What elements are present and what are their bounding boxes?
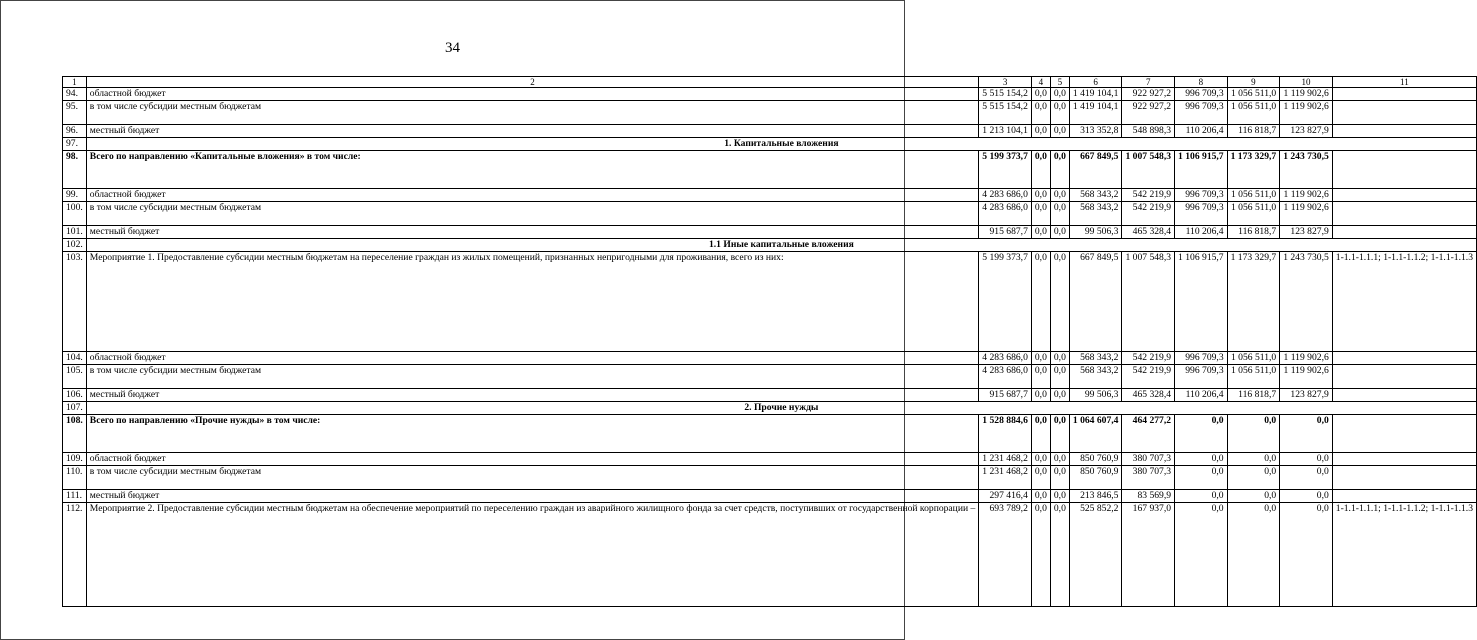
description: в том числе субсидии местным бюджетам [86,365,979,389]
col-4: 0,0 [1031,415,1050,453]
row-number: 107. [63,402,87,415]
row-number: 96. [63,125,87,138]
col-7: 1 007 548,3 [1122,151,1175,189]
col-7: 167 937,0 [1122,503,1175,607]
col-7: 83 569,9 [1122,490,1175,503]
total: 693 789,2 [979,503,1032,607]
col-10: 123 827,9 [1280,226,1333,239]
col-8: 996 709,3 [1175,202,1228,226]
table-row [63,453,1477,466]
col-10: 1 119 902,6 [1280,365,1333,389]
col-10: 1 119 902,6 [1280,101,1333,125]
total: 1 213 104,1 [979,125,1032,138]
indicator-ref [1332,389,1476,402]
header-cell: 2 [86,77,979,88]
col-6: 525 852,2 [1069,503,1122,607]
col-7: 542 219,9 [1122,202,1175,226]
section-title: 2. Прочие нужды [86,402,1476,415]
col-9: 0,0 [1227,453,1280,466]
total: 1 231 468,2 [979,466,1032,490]
col-5: 0,0 [1050,88,1069,101]
col-9: 0,0 [1227,503,1280,607]
table-row [63,226,1477,239]
indicator-ref [1332,151,1476,189]
row-number: 98. [63,151,87,189]
header-cell: 10 [1280,77,1333,88]
col-5: 0,0 [1050,189,1069,202]
col-7: 380 707,3 [1122,466,1175,490]
col-8: 996 709,3 [1175,189,1228,202]
col-7: 465 328,4 [1122,389,1175,402]
col-7: 542 219,9 [1122,189,1175,202]
col-4: 0,0 [1031,503,1050,607]
row-number: 105. [63,365,87,389]
col-8: 0,0 [1175,503,1228,607]
col-4: 0,0 [1031,88,1050,101]
col-9: 116 818,7 [1227,226,1280,239]
total: 5 515 154,2 [979,88,1032,101]
col-10: 0,0 [1280,415,1333,453]
col-5: 0,0 [1050,352,1069,365]
col-4: 0,0 [1031,151,1050,189]
col-10: 0,0 [1280,490,1333,503]
col-7: 464 277,2 [1122,415,1175,453]
col-9: 1 173 329,7 [1227,252,1280,352]
col-5: 0,0 [1050,226,1069,239]
description: в том числе субсидии местным бюджетам [86,202,979,226]
row-number: 112. [63,503,87,607]
row-number: 102. [63,239,87,252]
col-5: 0,0 [1050,101,1069,125]
col-7: 380 707,3 [1122,453,1175,466]
indicator-ref [1332,415,1476,453]
col-4: 0,0 [1031,252,1050,352]
row-number: 111. [63,490,87,503]
col-4: 0,0 [1031,453,1050,466]
col-10: 123 827,9 [1280,125,1333,138]
col-4: 0,0 [1031,202,1050,226]
description: областной бюджет [86,453,979,466]
col-4: 0,0 [1031,365,1050,389]
total: 4 283 686,0 [979,202,1032,226]
table-row [63,415,1477,453]
indicator-ref [1332,125,1476,138]
col-6: 1 419 104,1 [1069,101,1122,125]
description: Всего по направлению «Прочие нужды» в том числе: [86,415,979,453]
col-7: 542 219,9 [1122,352,1175,365]
row-number: 108. [63,415,87,453]
col-7: 922 927,2 [1122,101,1175,125]
total: 1 231 468,2 [979,453,1032,466]
row-number: 99. [63,189,87,202]
row-number: 94. [63,88,87,101]
col-8: 996 709,3 [1175,88,1228,101]
table-row [63,503,1477,607]
col-6: 213 846,5 [1069,490,1122,503]
col-8: 996 709,3 [1175,101,1228,125]
description: в том числе субсидии местным бюджетам [86,466,979,490]
col-4: 0,0 [1031,189,1050,202]
col-9: 1 056 511,0 [1227,101,1280,125]
table-row [63,365,1477,389]
col-10: 123 827,9 [1280,389,1333,402]
indicator-ref [1332,101,1476,125]
col-6: 850 760,9 [1069,466,1122,490]
col-9: 0,0 [1227,490,1280,503]
col-6: 1 064 607,4 [1069,415,1122,453]
table-row [63,490,1477,503]
indicator-ref [1332,453,1476,466]
col-8: 996 709,3 [1175,365,1228,389]
header-cell: 6 [1069,77,1122,88]
col-6: 568 343,2 [1069,202,1122,226]
description: местный бюджет [86,490,979,503]
page-number: 34 [445,40,460,56]
col-5: 0,0 [1050,415,1069,453]
row-number: 106. [63,389,87,402]
col-10: 1 119 902,6 [1280,189,1333,202]
col-10: 0,0 [1280,453,1333,466]
description: областной бюджет [86,88,979,101]
header-cell: 8 [1175,77,1228,88]
table-row [63,202,1477,226]
col-9: 116 818,7 [1227,125,1280,138]
indicator-ref [1332,189,1476,202]
row-number: 95. [63,101,87,125]
indicator-ref [1332,352,1476,365]
row-number: 110. [63,466,87,490]
section-title: 1. Капитальные вложения [86,138,1476,151]
col-10: 1 243 730,5 [1280,151,1333,189]
col-9: 1 056 511,0 [1227,352,1280,365]
col-9: 1 056 511,0 [1227,202,1280,226]
col-4: 0,0 [1031,226,1050,239]
budget-table [62,76,1477,607]
col-8: 996 709,3 [1175,352,1228,365]
table-row [63,189,1477,202]
indicator-ref [1332,490,1476,503]
col-4: 0,0 [1031,125,1050,138]
description: местный бюджет [86,389,979,402]
col-6: 568 343,2 [1069,352,1122,365]
table-row [63,101,1477,125]
col-8: 110 206,4 [1175,226,1228,239]
description: местный бюджет [86,125,979,138]
col-10: 1 119 902,6 [1280,88,1333,101]
col-5: 0,0 [1050,202,1069,226]
col-9: 0,0 [1227,415,1280,453]
col-4: 0,0 [1031,490,1050,503]
col-7: 922 927,2 [1122,88,1175,101]
col-7: 542 219,9 [1122,365,1175,389]
indicator-ref: 1-1.1-1.1.1; 1-1.1-1.1.2; 1-1.1-1.1.3 [1332,252,1476,352]
total: 4 283 686,0 [979,352,1032,365]
col-10: 0,0 [1280,466,1333,490]
col-7: 1 007 548,3 [1122,252,1175,352]
col-5: 0,0 [1050,252,1069,352]
section-row [63,138,1477,151]
description: Мероприятие 1. Предоставление субсидии местным бюджетам на переселение граждан из жилых помещений, признанных непригодными для проживания, всего из них: [86,252,979,352]
col-10: 1 243 730,5 [1280,252,1333,352]
table-row [63,88,1477,101]
table-row [63,389,1477,402]
header-cell: 9 [1227,77,1280,88]
col-8: 110 206,4 [1175,389,1228,402]
description: Всего по направлению «Капитальные вложения» в том числе: [86,151,979,189]
col-5: 0,0 [1050,466,1069,490]
total: 297 416,4 [979,490,1032,503]
total: 4 283 686,0 [979,189,1032,202]
table-row [63,466,1477,490]
row-number: 100. [63,202,87,226]
col-8: 0,0 [1175,490,1228,503]
col-4: 0,0 [1031,389,1050,402]
col-4: 0,0 [1031,352,1050,365]
row-number: 101. [63,226,87,239]
section-row [63,402,1477,415]
total: 5 199 373,7 [979,151,1032,189]
col-6: 313 352,8 [1069,125,1122,138]
indicator-ref [1332,202,1476,226]
description: областной бюджет [86,352,979,365]
col-5: 0,0 [1050,503,1069,607]
col-10: 0,0 [1280,503,1333,607]
table-header-row [63,77,1477,88]
col-6: 99 506,3 [1069,389,1122,402]
indicator-ref [1332,88,1476,101]
col-4: 0,0 [1031,101,1050,125]
col-6: 568 343,2 [1069,189,1122,202]
col-9: 1 173 329,7 [1227,151,1280,189]
header-cell: 3 [979,77,1032,88]
header-cell: 5 [1050,77,1069,88]
col-5: 0,0 [1050,151,1069,189]
header-cell: 7 [1122,77,1175,88]
row-number: 104. [63,352,87,365]
header-cell: 4 [1031,77,1050,88]
col-10: 1 119 902,6 [1280,352,1333,365]
description: в том числе субсидии местным бюджетам [86,101,979,125]
col-5: 0,0 [1050,453,1069,466]
table-row [63,125,1477,138]
col-10: 1 119 902,6 [1280,202,1333,226]
total: 5 515 154,2 [979,101,1032,125]
col-5: 0,0 [1050,125,1069,138]
col-6: 667 849,5 [1069,151,1122,189]
total: 1 528 884,6 [979,415,1032,453]
header-cell: 1 [63,77,87,88]
col-6: 568 343,2 [1069,365,1122,389]
description: местный бюджет [86,226,979,239]
indicator-ref [1332,466,1476,490]
col-8: 110 206,4 [1175,125,1228,138]
indicator-ref: 1-1.1-1.1.1; 1-1.1-1.1.2; 1-1.1-1.1.3 [1332,503,1476,607]
total: 4 283 686,0 [979,365,1032,389]
section-title: 1.1 Иные капитальные вложения [86,239,1476,252]
col-9: 0,0 [1227,466,1280,490]
col-6: 667 849,5 [1069,252,1122,352]
table-row [63,352,1477,365]
col-8: 1 106 915,7 [1175,151,1228,189]
description: Мероприятие 2. Предоставление субсидии местным бюджетам на обеспечение мероприятий по переселению граждан из аварийного жилищного фонда за счет средств, поступивших от государственной корпорации – [86,503,979,607]
col-9: 116 818,7 [1227,389,1280,402]
description: областной бюджет [86,189,979,202]
row-number: 103. [63,252,87,352]
col-9: 1 056 511,0 [1227,365,1280,389]
col-8: 0,0 [1175,453,1228,466]
table-row [63,151,1477,189]
col-5: 0,0 [1050,490,1069,503]
indicator-ref [1332,226,1476,239]
col-8: 0,0 [1175,415,1228,453]
col-8: 1 106 915,7 [1175,252,1228,352]
col-4: 0,0 [1031,466,1050,490]
table-row [63,252,1477,352]
col-7: 465 328,4 [1122,226,1175,239]
section-row [63,239,1477,252]
col-5: 0,0 [1050,365,1069,389]
row-number: 97. [63,138,87,151]
col-6: 1 419 104,1 [1069,88,1122,101]
col-6: 99 506,3 [1069,226,1122,239]
header-cell: 11 [1332,77,1476,88]
col-5: 0,0 [1050,389,1069,402]
col-9: 1 056 511,0 [1227,189,1280,202]
indicator-ref [1332,365,1476,389]
col-6: 850 760,9 [1069,453,1122,466]
col-8: 0,0 [1175,466,1228,490]
row-number: 109. [63,453,87,466]
total: 915 687,7 [979,389,1032,402]
total: 915 687,7 [979,226,1032,239]
col-7: 548 898,3 [1122,125,1175,138]
total: 5 199 373,7 [979,252,1032,352]
col-9: 1 056 511,0 [1227,88,1280,101]
